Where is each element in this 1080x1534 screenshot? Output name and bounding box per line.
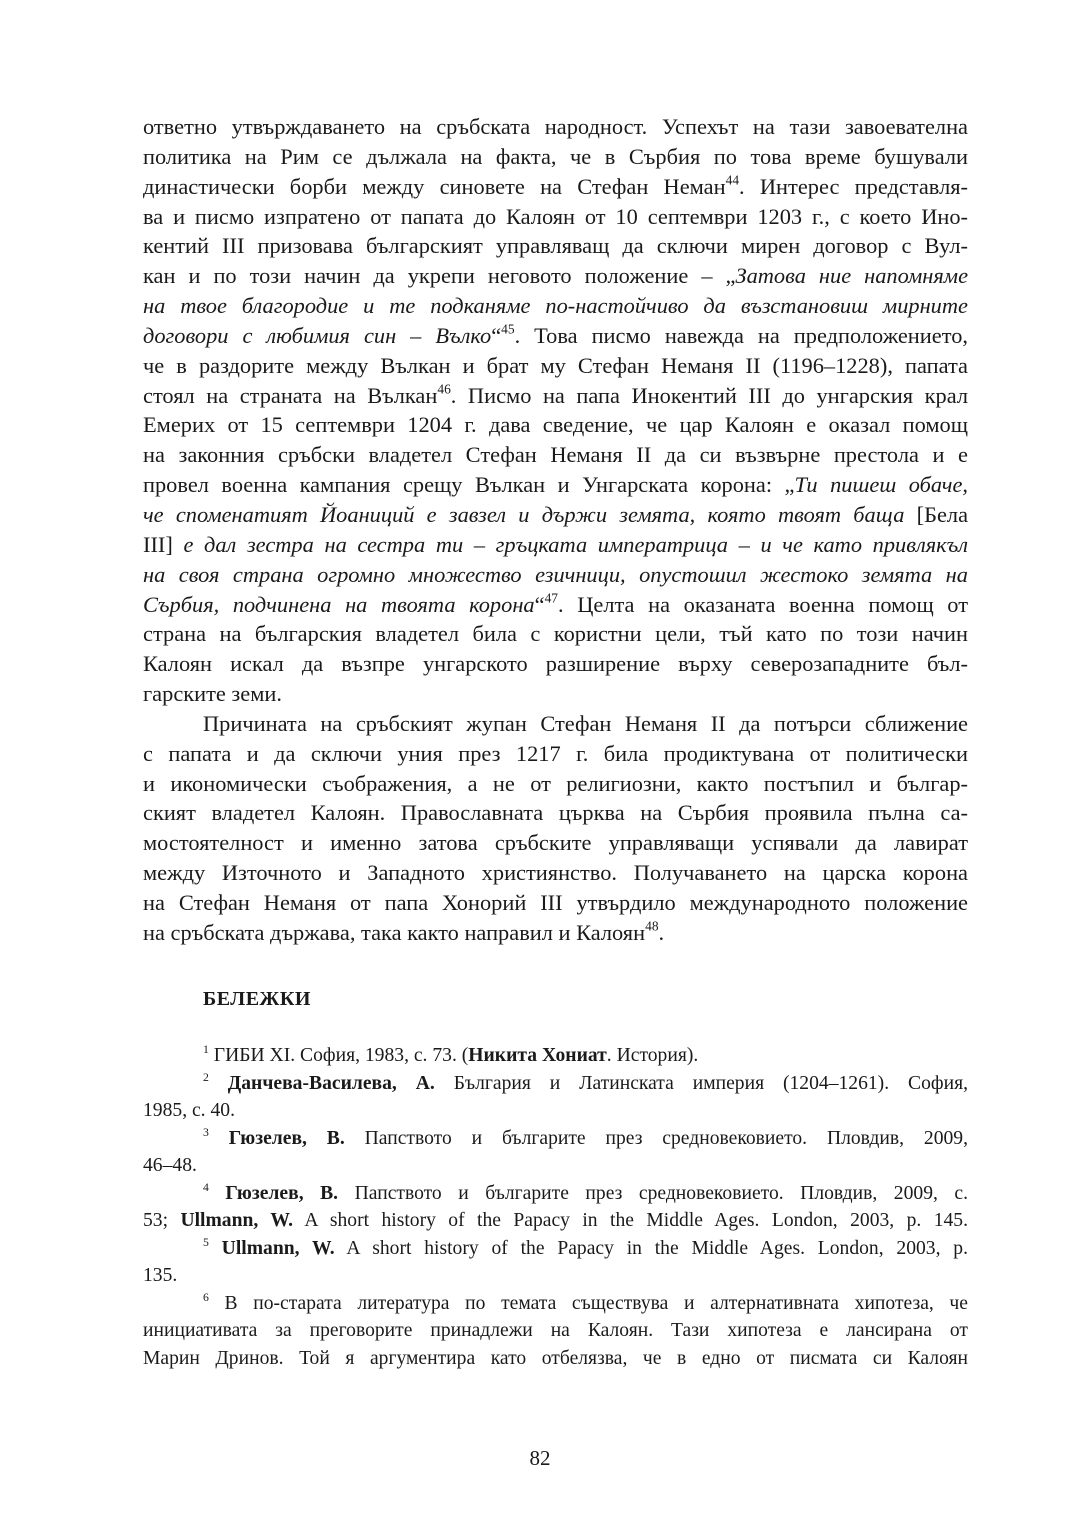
quote-italic: договори с любимия син – Вълко xyxy=(143,322,492,348)
text-line: кентий III призовава българският управляващ да сключи мирен договор с Вул- xyxy=(143,233,968,259)
text-run: III] xyxy=(143,531,173,557)
text-line: политика на Рим се дължала на факта, че в Сърбия по това време бушували xyxy=(143,143,968,169)
text-run: . Целта на оказаната военна помощ от xyxy=(558,591,968,617)
paragraph-1 xyxy=(143,112,968,709)
footnote-number: 6 xyxy=(203,1290,209,1304)
text-line: ва и писмо изпратено от папата до Калоян от 10 септември 1203 г., с което Ино- xyxy=(143,203,968,229)
text-line: на своя страна огромно множество езичници, опустошил жестоко земята на xyxy=(143,561,968,587)
text-line xyxy=(143,1125,968,1153)
quote-italic: Сърбия, подчинена на твоята корона xyxy=(143,591,535,617)
text-line: Марин Дринов. Той я аргументира като отбелязва, че в едно от писмата си Калоян xyxy=(143,1347,968,1369)
text-line xyxy=(143,590,968,620)
text-run: на сръбската държава, така както направил и Калоян xyxy=(143,919,646,945)
text-run: A short history of the Papacy in the Middle Ages. London, 2003, p. 145. xyxy=(293,1210,969,1231)
text-line xyxy=(143,381,968,411)
footnote-ref-47: 47 xyxy=(544,590,559,606)
text-line xyxy=(143,172,968,202)
text-line xyxy=(143,500,968,530)
author-name: Ullmann, W. xyxy=(180,1210,294,1231)
text-line: мостоятелност и именно затова сръбските управляващи успявали да лавират xyxy=(143,830,968,856)
footnote-number: 2 xyxy=(203,1070,209,1084)
footnote-ref-46: 46 xyxy=(437,381,451,397)
text-line: на законния сръбски владетел Стефан Неманя II да си възвърне престола и е xyxy=(143,442,968,468)
text-line xyxy=(143,1042,968,1070)
footnote-1 xyxy=(143,1042,968,1070)
text-line xyxy=(143,1290,968,1318)
text-run: династически борби между синовете на Стефан Неман xyxy=(143,173,726,199)
text-line: страна на българския владетел била с користни цели, тъй като по този начин xyxy=(143,621,968,647)
text-run: A short history of the Papacy in the Middle Ages. London, 2003, p. xyxy=(334,1237,968,1259)
author-name: Гюзелев, В. xyxy=(208,1127,345,1149)
text-run: кан и по този начин да укрепи неговото положение – „ xyxy=(143,263,736,289)
quote-italic: Ти пишеш обаче, xyxy=(794,472,969,498)
text-line: гарските земи. xyxy=(143,681,282,707)
text-line: че в раздорите между Вълкан и брат му Стефан Неманя II (1196–1228), папата xyxy=(143,352,968,378)
footnote-ref-44: 44 xyxy=(725,172,740,188)
footnote-2 xyxy=(143,1070,968,1125)
text-run: [Бела xyxy=(904,501,969,527)
text-run: провел военна кампания срещу Вълкан и Унгарската корона: „ xyxy=(143,472,795,498)
footnote-4 xyxy=(143,1180,968,1235)
author-name: Гюзелев, В. xyxy=(208,1182,339,1204)
main-text xyxy=(143,112,968,948)
footnote-ref-48: 48 xyxy=(645,918,659,934)
page xyxy=(143,112,969,1369)
quote-italic: Затова ние напомняме xyxy=(735,263,969,289)
author-name: Никита Хониат xyxy=(468,1045,607,1066)
author-name: Данчева-Василева, А. xyxy=(208,1072,435,1094)
author-name: Ullmann, W. xyxy=(208,1237,335,1259)
footnote-number: 5 xyxy=(203,1235,209,1249)
quote-italic: че споменатият Йоаниций е завзел и държи земята, която твоят баща xyxy=(143,501,905,527)
text-run: Папството и българите през средновековието. Пловдив, 2009, с. xyxy=(338,1182,969,1204)
text-line: на Стефан Неманя от папа Хонорий III утвърдило международното положение xyxy=(143,889,968,915)
text-run: Папството и българите през средновековието. Пловдив, 2009, xyxy=(344,1127,968,1149)
footnote-number: 1 xyxy=(203,1042,209,1056)
text-line xyxy=(143,470,968,500)
text-run: България и Латинската империя (1204–1261). София, xyxy=(434,1072,968,1094)
text-line: 1985, с. 40. xyxy=(143,1100,235,1121)
footnote-3 xyxy=(143,1125,968,1180)
text-line xyxy=(143,321,968,351)
page-number: 82 xyxy=(529,1446,551,1470)
text-run: . История). xyxy=(606,1045,699,1066)
footnote-6 xyxy=(143,1290,968,1373)
text-line: Калоян искал да възпре унгарското разширение върху северозападните бъл- xyxy=(143,651,968,677)
text-run: . Интерес представля- xyxy=(739,173,968,199)
text-run: “ xyxy=(534,591,545,617)
paragraph-2 xyxy=(143,709,968,948)
text-run: ГИБИ XI. София, 1983, с. 73. ( xyxy=(208,1045,469,1066)
text-run: стоял на страната на Вълкан xyxy=(143,382,438,408)
text-line: ответно утвърждаването на сръбската народност. Успехът на тази завоевателна xyxy=(143,114,968,139)
text-line xyxy=(143,1180,968,1208)
footnotes xyxy=(143,1042,968,1372)
quote-italic: е дал зестра на сестра ти – гръцката императрица – и че като привлякъл xyxy=(172,531,968,557)
text-line xyxy=(143,261,968,291)
text-line xyxy=(143,918,968,948)
footnote-5 xyxy=(143,1235,968,1290)
text-line: и икономически съображения, а не от религиозни, както постъпил и българ- xyxy=(143,770,968,796)
text-line xyxy=(143,530,968,560)
text-line: Емерих от 15 септември 1204 г. дава сведение, че цар Калоян е оказал помощ xyxy=(143,412,968,438)
text-line xyxy=(143,1207,968,1235)
text-line: 46–48. xyxy=(143,1155,197,1176)
text-run: . xyxy=(658,919,665,945)
text-run: . Това писмо навежда на предположението, xyxy=(514,322,968,348)
text-line xyxy=(143,1070,968,1098)
text-line: инициативата за преговорите принадлежи на Калоян. Тази хипотеза е лансирана от xyxy=(143,1320,968,1341)
text-run: . Писмо на папа Инокентий III до унгарския крал xyxy=(450,382,968,408)
notes-heading: БЕЛЕЖКИ xyxy=(203,988,311,1010)
text-line: с папата и да сключи уния през 1217 г. била продиктувана от политически xyxy=(143,740,968,766)
text-line xyxy=(143,1235,968,1263)
text-line: на твое благородие и те подканяме по-настойчиво да възстановиш мирните xyxy=(143,293,968,319)
text-line: ският владетел Калоян. Православната църква на Сърбия проявила пълна са- xyxy=(143,800,968,826)
text-line: между Източното и Западното християнство. Получаването на царска корона xyxy=(143,860,968,886)
text-run: В по-старата литература по темата съществува и алтернативната хипотеза, че xyxy=(208,1292,968,1314)
footnote-number: 3 xyxy=(203,1125,209,1139)
text-line: Причината на сръбският жупан Стефан Неманя II да потърси сближение xyxy=(203,710,968,736)
footnote-number: 4 xyxy=(203,1180,209,1194)
footnote-ref-45: 45 xyxy=(501,321,515,337)
text-run: “ xyxy=(491,322,502,348)
text-line: 135. xyxy=(143,1265,178,1286)
text-run: 53; xyxy=(143,1210,181,1231)
